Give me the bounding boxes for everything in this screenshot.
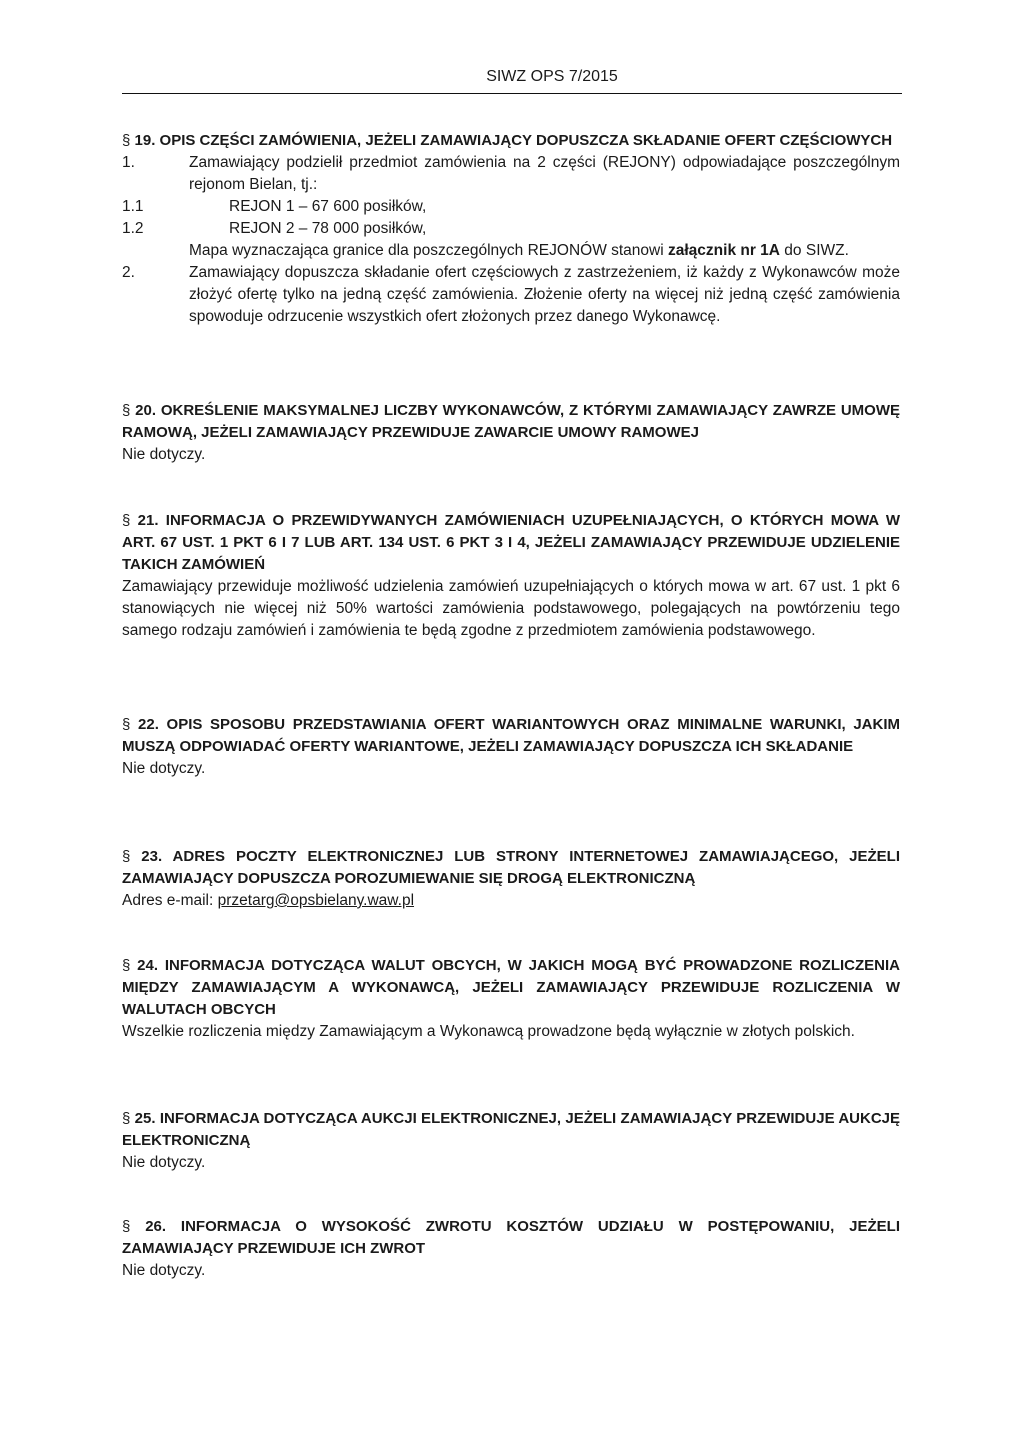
- section-21-body: Zamawiający przewiduje możliwość udzielenia zamówień uzupełniających o których mowa w art. 67 ust. 1 pkt 6 stanowiących nie więcej niż 50% wartości zamówienia podstawowego, polegających na powtórzeniu tego samego rodzaju zamówień i zamówienia te będą zgodne z przedmiotem zamówienia podstawowego.: [122, 578, 900, 639]
- section-23: [122, 846, 900, 912]
- section-19-heading: § 19. OPIS CZĘŚCI ZAMÓWIENIA, JEŻELI ZAMAWIAJĄCY DOPUSZCZA SKŁADANIE OFERT CZĘŚCIOWYCH: [122, 132, 893, 149]
- section-22: [122, 714, 900, 780]
- section-23-heading: § 23. ADRES POCZTY ELEKTRONICZNEJ LUB STRONY INTERNETOWEJ ZAMAWIAJĄCEGO, JEŻELI ZAMAWIAJĄCY DOPUSZCZA POROZUMIEWANIE SIĘ DROGĄ ELEKTRONICZNĄ: [122, 848, 901, 887]
- section-20: [122, 400, 900, 466]
- section-21: [122, 510, 900, 642]
- section-26: [122, 1216, 900, 1282]
- section-19-subitem-2: 1.2 REJON 2 – 78 000 posiłków,: [122, 220, 427, 237]
- section-22-body: Nie dotyczy.: [122, 760, 206, 777]
- section-19-item-2: 2. Zamawiający dopuszcza składanie ofert częściowych z zastrzeżeniem, iż każdy z Wykonawców może złożyć ofertę tylko na jedną część zamówienia. Złożenie oferty na więcej niż jedną część zamówienia spowoduje odrzucenie wszystkich ofert złożonych przez danego Wykonawcę.: [122, 264, 900, 325]
- section-25-body: Nie dotyczy.: [122, 1154, 206, 1171]
- section-24: [122, 955, 900, 1043]
- section-21-heading: § 21. INFORMACJA O PRZEWIDYWANYCH ZAMÓWIENIACH UZUPEŁNIAJĄCYCH, O KTÓRYCH MOWA W ART. 67 UST. 1 PKT 6 I 7 LUB ART. 134 UST. 6 PKT 3 I 4, JEŻELI ZAMAWIAJĄCY PRZEWIDUJE UDZIELENIE TAKICH ZAMÓWIEŃ: [122, 512, 901, 573]
- section-23-body: [122, 890, 900, 912]
- header-rule: [122, 93, 902, 94]
- section-22-heading: § 22. OPIS SPOSOBU PRZEDSTAWIANIA OFERT WARIANTOWYCH ORAZ MINIMALNE WARUNKI, JAKIM MUSZĄ ODPOWIADAĆ OFERTY WARIANTOWE, JEŻELI ZAMAWIAJĄCY DOPUSZCZA ICH SKŁADANIE: [122, 716, 901, 755]
- section-20-heading: § 20. OKREŚLENIE MAKSYMALNEJ LICZBY WYKONAWCÓW, Z KTÓRYMI ZAMAWIAJĄCY ZAWRZE UMOWĘ RAMOWĄ, JEŻELI ZAMAWIAJĄCY PRZEWIDUJE ZAWARCIE UMOWY RAMOWEJ: [122, 402, 900, 441]
- section-19-map-note: Mapa wyznaczająca granice dla poszczególnych REJONÓW stanowi załącznik nr 1A do SIWZ.: [189, 242, 849, 259]
- email-link[interactable]: przetarg@opsbielany.waw.pl: [217, 892, 415, 909]
- section-20-body: Nie dotyczy.: [122, 446, 206, 463]
- section-25: [122, 1108, 900, 1174]
- section-19-subitem-1: 1.1 REJON 1 – 67 600 posiłków,: [122, 198, 427, 215]
- email-label: Adres e-mail:: [122, 892, 218, 909]
- section-19: [122, 130, 900, 328]
- section-26-heading: § 26. INFORMACJA O WYSOKOŚĆ ZWROTU KOSZTÓW UDZIAŁU W POSTĘPOWANIU, JEŻELI ZAMAWIAJĄCY PRZEWIDUJE ICH ZWROT: [122, 1218, 900, 1257]
- section-24-body: Wszelkie rozliczenia między Zamawiającym a Wykonawcą prowadzone będą wyłącznie w złotych polskich.: [122, 1023, 855, 1040]
- section-19-item-1: 1. Zamawiający podzielił przedmiot zamówienia na 2 części (REJONY) odpowiadające poszczególnym rejonom Bielan, tj.:: [122, 154, 900, 193]
- section-24-heading: § 24. INFORMACJA DOTYCZĄCA WALUT OBCYCH, W JAKICH MOGĄ BYĆ PROWADZONE ROZLICZENIA MIĘDZY ZAMAWIAJĄCYM A WYKONAWCĄ, JEŻELI ZAMAWIAJĄCY PRZEWIDUJE ROZLICZENIA W WALUTACH OBCYCH: [122, 957, 900, 1018]
- section-25-heading: § 25. INFORMACJA DOTYCZĄCA AUKCJI ELEKTRONICZNEJ, JEŻELI ZAMAWIAJĄCY PRZEWIDUJE AUKCJĘ ELEKTRONICZNĄ: [122, 1110, 900, 1149]
- section-26-body: Nie dotyczy.: [122, 1262, 206, 1279]
- document-header: SIWZ OPS 7/2015: [486, 68, 618, 85]
